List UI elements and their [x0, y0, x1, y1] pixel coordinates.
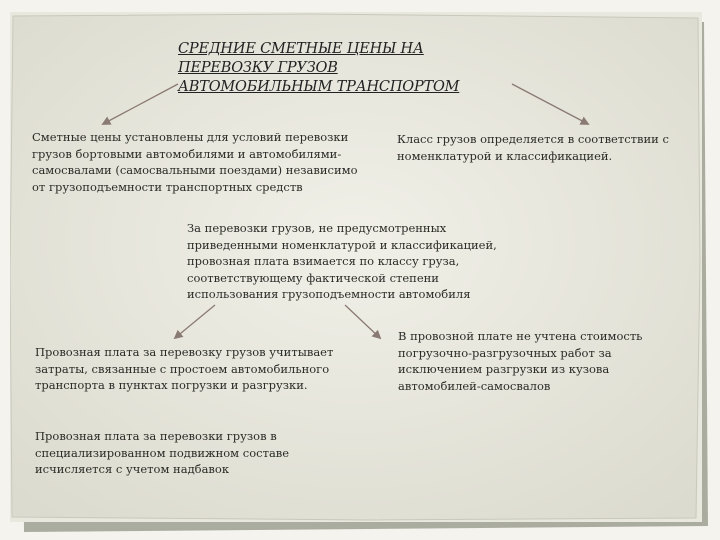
- box-lower-left: [35, 344, 375, 394]
- box-lower-right-line: автомобилей-самосвалов: [398, 378, 551, 393]
- box-center-line: соответствующему фактической степени: [187, 270, 439, 285]
- box-center-line: провозная плата взимается по классу груза,: [187, 254, 460, 268]
- box-center: [187, 220, 547, 303]
- arrow-title-to-left-box: [103, 84, 178, 124]
- box-lower-left-line: транспорта в пунктах погрузки и разгрузки.: [35, 378, 308, 392]
- box-left-line: от грузоподъемности транспортных средств: [32, 179, 303, 194]
- box-lower-right-line: погрузочно-разгрузочных работ за: [398, 345, 612, 360]
- box-right: [397, 131, 697, 164]
- box-bottom-line: Провозная плата за перевозки грузов в: [35, 429, 277, 443]
- diagram-title: [178, 40, 538, 97]
- box-lower-right-line: исключением разгрузки из кузова: [398, 362, 610, 376]
- box-lower-left-line: затраты, связанные с простоем автомобильного: [35, 361, 330, 376]
- box-bottom: [35, 428, 355, 478]
- box-left-line: грузов бортовыми автомобилями и автомобилями-: [32, 146, 342, 161]
- box-bottom-line: исчисляется с учетом надбавок: [35, 462, 230, 476]
- box-right-line: номенклатурой и классификацией.: [397, 148, 613, 163]
- box-bottom-line: специализированном подвижном составе: [35, 445, 290, 460]
- title-line: ПЕРЕВОЗКУ ГРУЗОВ: [178, 60, 338, 76]
- box-right-line: Класс грузов определяется в соответствии с: [397, 132, 669, 146]
- box-lower-left-line: Провозная плата за перевозку грузов учитывает: [35, 345, 334, 359]
- arrow-center-to-lower-left: [175, 305, 215, 338]
- box-lower-right-line: В провозной плате не учтена стоимость: [398, 329, 643, 343]
- box-left-line: самосвалами (самосвальными поездами) независимо: [32, 163, 358, 177]
- box-center-line: приведенными номенклатурой и классификацией,: [187, 237, 497, 252]
- arrow-center-to-lower-right: [345, 305, 380, 338]
- box-center-line: За перевозки грузов, не предусмотренных: [187, 221, 447, 235]
- title-line: АВТОМОБИЛЬНЫМ ТРАНСПОРТОМ: [178, 79, 460, 95]
- title-line: СРЕДНИЕ СМЕТНЫЕ ЦЕНЫ НА: [178, 41, 424, 57]
- box-left: [32, 129, 387, 195]
- box-center-line: использования грузоподъемности автомобиля: [187, 287, 471, 301]
- box-left-line: Сметные цены установлены для условий перевозки: [32, 130, 349, 144]
- box-lower-right: [398, 328, 698, 394]
